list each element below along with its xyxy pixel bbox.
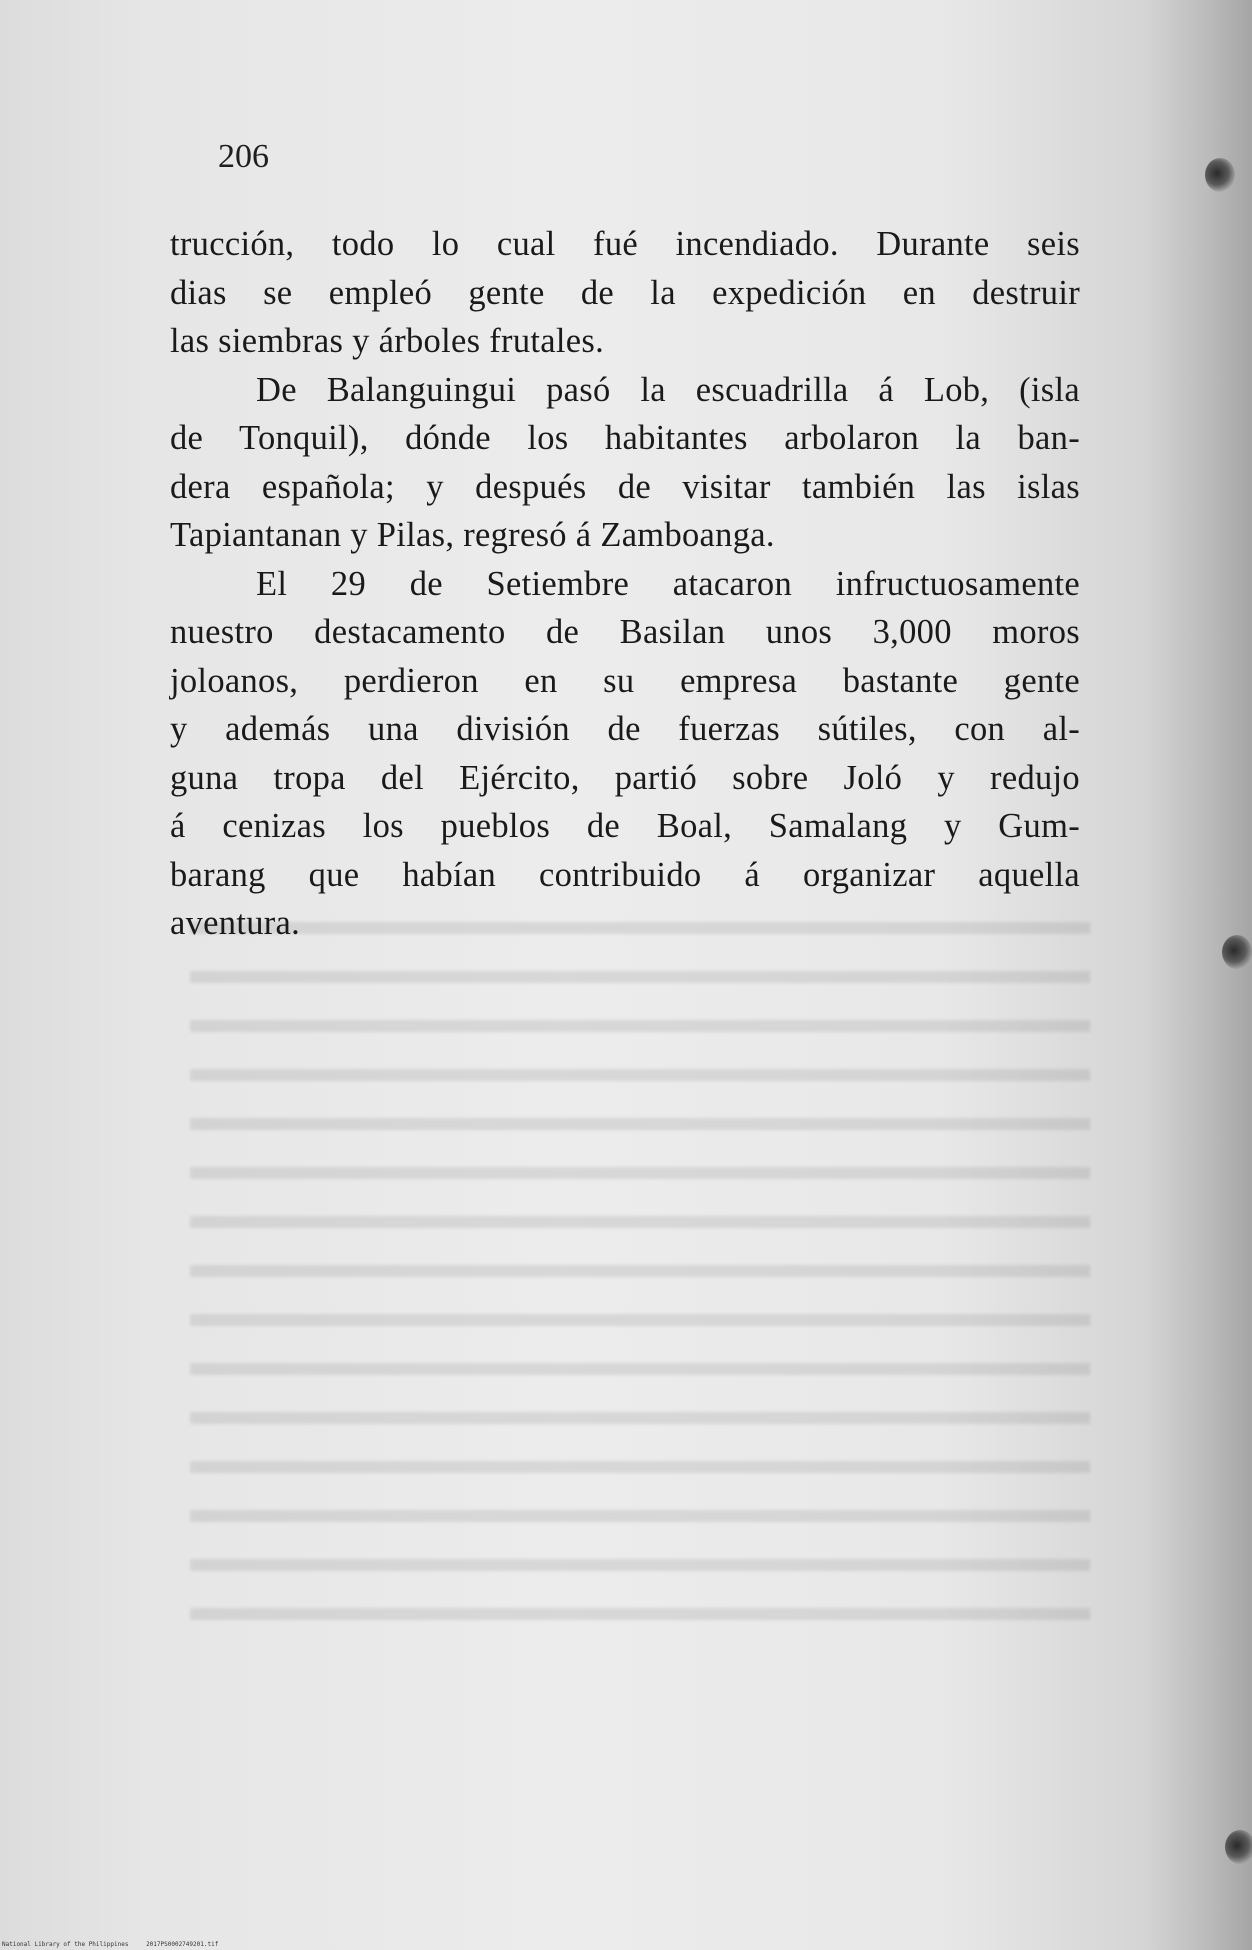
text-line: El 29 de Setiembre atacaron infructuosamente <box>256 564 1080 603</box>
text-line: á cenizas los pueblos de Boal, Samalang y Gum- <box>170 807 1080 845</box>
text-line: dias se empleó gente de la expedición en destruir <box>170 273 1080 312</box>
text-line: Tapiantanan y Pilas, regresó á Zamboanga. <box>170 516 775 554</box>
binding-shadow <box>1142 0 1252 1950</box>
binding-hole-bottom <box>1225 1830 1252 1864</box>
binding-hole-middle <box>1222 935 1252 969</box>
text-line: dera española; y después de visitar también las islas <box>170 467 1080 506</box>
text-line: las siembras y árboles frutales. <box>170 322 605 360</box>
binding-hole-top <box>1205 158 1235 192</box>
body-text <box>170 220 1080 948</box>
scan-caption <box>2 1941 232 1948</box>
text-line: trucción, todo lo cual fué incendiado. Durante seis <box>170 225 1080 263</box>
text-line: guna tropa del Ejército, partió sobre Joló y redujo <box>170 758 1080 797</box>
text-line: De Balanguingui pasó la escuadrilla á Lob, (isla <box>256 370 1080 409</box>
bleed-through-text <box>190 900 1090 1620</box>
page-number: 206 <box>218 138 269 175</box>
library-credit: National Library of the Philippines <box>2 1941 129 1948</box>
text-line: aventura. <box>170 904 301 942</box>
text-line: nuestro destacamento de Basilan unos 3,000 moros <box>170 613 1080 651</box>
file-name: 2017PS0002749201.tif <box>146 1941 219 1948</box>
text-line: de Tonquil), dónde los habitantes arbolaron la ban- <box>170 419 1080 457</box>
text-line: barang que habían contribuido á organizar aquella <box>170 855 1080 894</box>
text-line: y además una división de fuerzas sútiles, con al- <box>170 710 1080 748</box>
text-line: joloanos, perdieron en su empresa bastante gente <box>170 661 1080 700</box>
